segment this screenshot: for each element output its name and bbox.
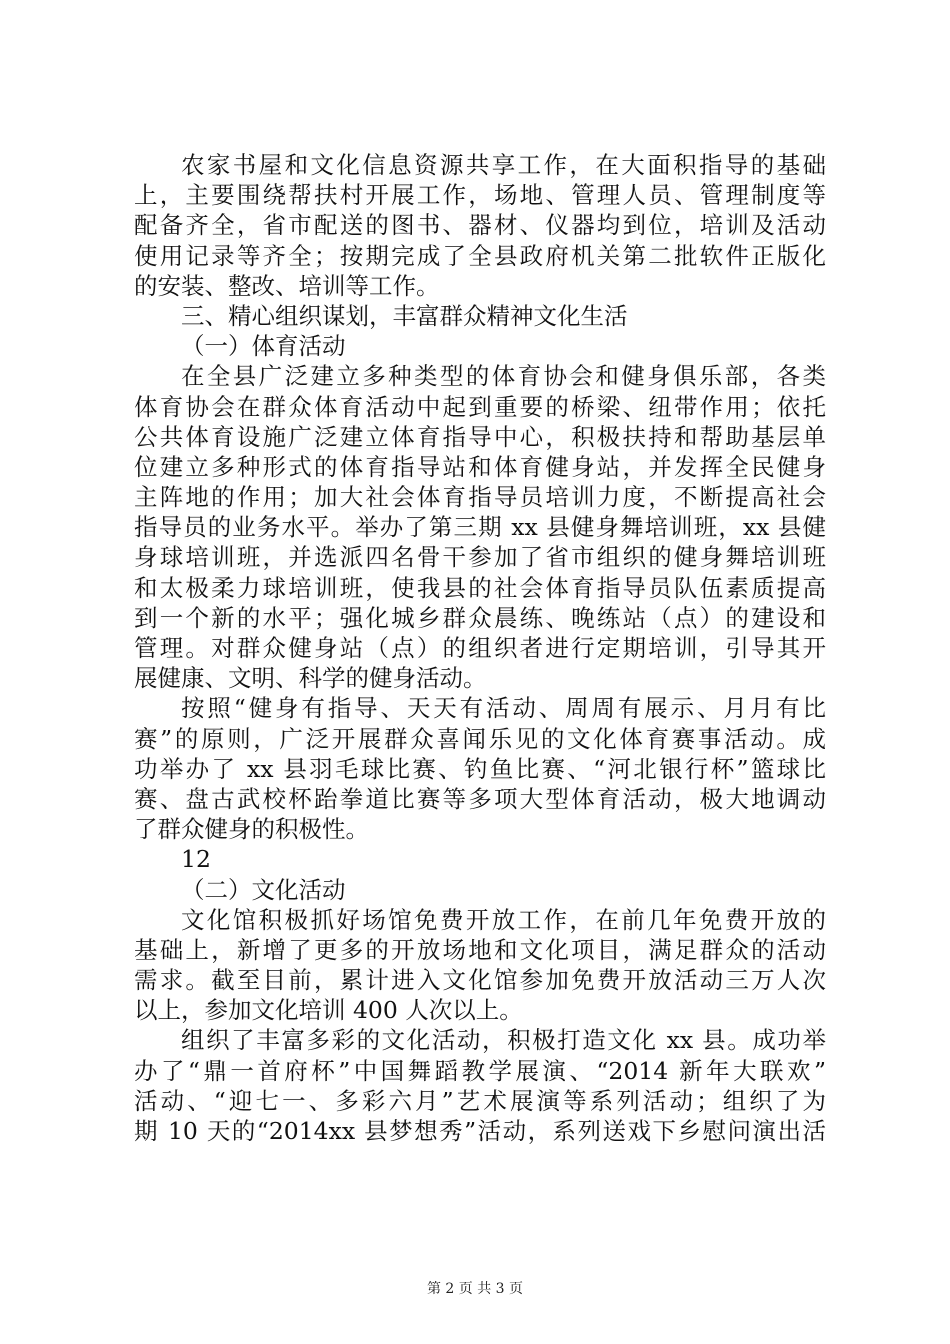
text-line: 上，主要围绕帮扶村开展工作，场地、管理人员、管理制度等 bbox=[134, 181, 826, 210]
text-line: 展健康、文明、科学的健身活动。 bbox=[134, 664, 487, 693]
text-line: 基础上，新增了更多的开放场地和文化项目，满足群众的活动 bbox=[134, 935, 826, 964]
text-line: 办了“鼎一首府杯”中国舞蹈教学展演、“2014 新年大联欢” bbox=[134, 1056, 826, 1085]
text-line: 身球培训班，并选派四名骨干参加了省市组织的健身舞培训班 bbox=[134, 543, 826, 572]
paragraph-sports-events bbox=[134, 693, 826, 844]
text-line: 功举办了 xx 县羽毛球比赛、钓鱼比赛、“河北银行杯”篮球比 bbox=[134, 754, 826, 783]
paragraph-continuation bbox=[134, 150, 826, 301]
text-line: 组织了丰富多彩的文化活动，积极打造文化 xx 县。成功举 bbox=[181, 1026, 826, 1055]
text-line: 主阵地的作用；加大社会体育指导员培训力度，不断提高社会 bbox=[134, 483, 826, 512]
text-line: 到一个新的水平；强化城乡群众晨练、晚练站（点）的建设和 bbox=[134, 603, 826, 632]
text-line: 文化馆积极抓好场馆免费开放工作，在前几年免费开放的 bbox=[181, 905, 826, 934]
text-line: 管理。对群众健身站（点）的组织者进行定期培训，引导其开 bbox=[134, 634, 826, 662]
number-text: 12 bbox=[181, 845, 211, 874]
text-line: 体育协会在群众体育活动中起到重要的桥梁、纽带作用；依托 bbox=[134, 392, 826, 421]
page-footer bbox=[0, 1278, 950, 1298]
text-line: 需求。截至目前，累计进入文化馆参加免费开放活动三万人次 bbox=[134, 966, 826, 995]
text-line: 和太极柔力球培训班，使我县的社会体育指导员队伍素质提高 bbox=[134, 573, 826, 602]
text-line: 指导员的业务水平。举办了第三期 xx 县健身舞培训班，xx 县健 bbox=[134, 513, 826, 542]
heading-text: （一）体育活动 bbox=[181, 332, 346, 361]
stray-number bbox=[134, 844, 826, 874]
text-line: 赛、盘古武校杯跆拳道比赛等多项大型体育活动，极大地调动 bbox=[134, 784, 826, 813]
text-line: 的安装、整改、培训等工作。 bbox=[134, 271, 440, 300]
text-line: 了群众健身的积极性。 bbox=[134, 815, 369, 844]
paragraph-culture-hall bbox=[134, 905, 826, 1026]
paragraph-sports-associations bbox=[134, 361, 826, 693]
heading-text: （二）文化活动 bbox=[181, 875, 346, 904]
paragraph-culture-activities bbox=[134, 1025, 826, 1146]
text-line: 农家书屋和文化信息资源共享工作，在大面积指导的基础 bbox=[181, 151, 826, 179]
document-body bbox=[134, 150, 826, 1146]
page-number: 第 2 页 共 3 页 bbox=[426, 1281, 524, 1297]
text-line: 期 10 天的“2014xx 县梦想秀”活动，系列送戏下乡慰问演出活 bbox=[134, 1117, 826, 1145]
subsection-heading-sports bbox=[134, 331, 826, 361]
text-line: 使用记录等齐全；按期完成了全县政府机关第二批软件正版化 bbox=[134, 241, 826, 270]
text-line: 活动、“迎七一、多彩六月”艺术展演等系列活动；组织了为 bbox=[134, 1086, 826, 1115]
text-line: 赛”的原则，广泛开展群众喜闻乐见的文化体育赛事活动。成 bbox=[134, 724, 826, 753]
text-line: 位建立多种形式的体育指导站和体育健身站，并发挥全民健身 bbox=[134, 452, 826, 481]
heading-text: 三、精心组织谋划，丰富群众精神文化生活 bbox=[181, 301, 628, 330]
text-line: 按照“健身有指导、天天有活动、周周有展示、月月有比 bbox=[181, 694, 826, 723]
text-line: 公共体育设施广泛建立体育指导中心，积极扶持和帮助基层单 bbox=[134, 422, 826, 451]
text-line: 配备齐全，省市配送的图书、器材、仪器均到位，培训及活动 bbox=[134, 211, 826, 240]
text-line: 在全县广泛建立多种类型的体育协会和健身俱乐部，各类 bbox=[181, 362, 826, 391]
section-heading bbox=[134, 301, 826, 331]
text-line: 以上，参加文化培训 400 人次以上。 bbox=[134, 996, 523, 1025]
subsection-heading-culture bbox=[134, 875, 826, 905]
